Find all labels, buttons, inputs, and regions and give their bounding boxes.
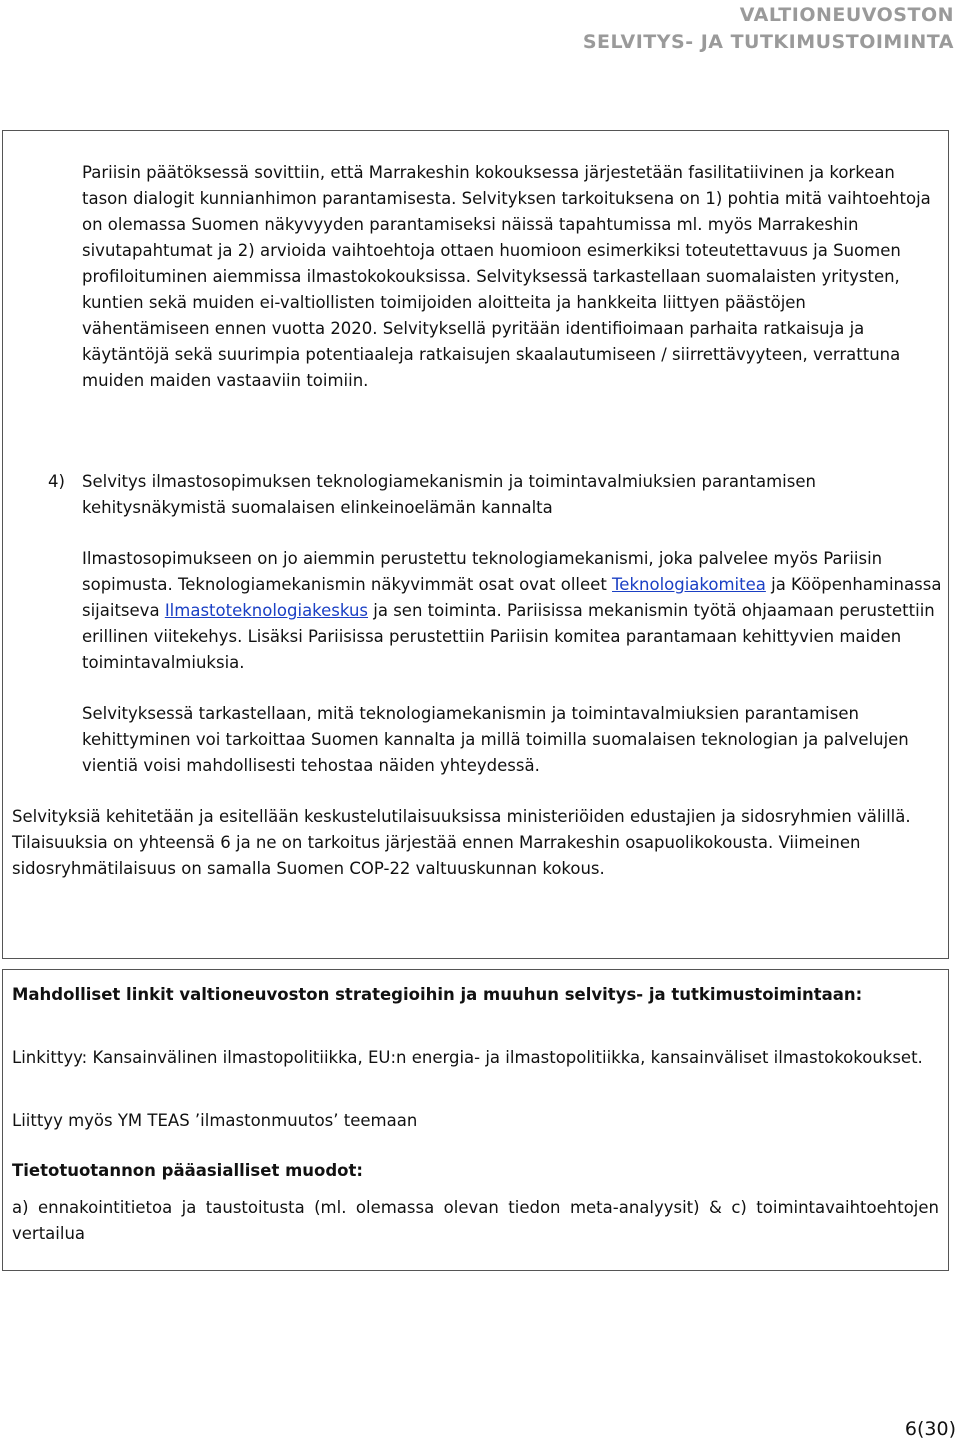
forms-text: a) ennakointitietoa ja taustoitusta (ml. olemassa olevan tiedon meta-analyysit) & c) toimintavaihtoehtojen vertailua	[12, 1198, 939, 1243]
item4-paragraph-2: Selvityksessä tarkastellaan, mitä teknologiamekanismin ja toimintavalmiuksien parantamisen kehittyminen voi tarkoittaa Suomen kannalta ja millä toimilla suomalaisen teknologian ja palvelujen vientiä voisi mahdollisesti tehostaa näiden yhteydessä.	[82, 704, 909, 775]
item4-para1-part-a: Ilmastosopimukseen on jo aiemmin perustettu teknologiamekanismi, joka palvelee myös Pariisin sopimusta. Teknologiamekanismin näkyvimmät osat ovat olleet	[82, 549, 883, 594]
item4-title: Selvitys ilmastosopimuksen teknologiamekanismin ja toimintavalmiuksien parantamisen kehitysnäkymistä suomalaisen elinkeinoelämän kannalta	[82, 472, 816, 517]
links-linked-text: Linkittyy: Kansainvälinen ilmastopolitiikka, EU:n energia- ja ilmastopolitiikka, kansainväliset ilmastokokoukset.	[12, 1048, 923, 1067]
item4-para1-part-c: ja sen toiminta. Pariisissa mekanismin työtä ohjaamaan perustettiin erillinen viitekehys. Lisäksi Pariisissa perustettiin Pariisin komitea parantamaan kehittyvien maiden toimintavalmiuksia.	[82, 601, 935, 672]
item4-para1-part-b: ja Kööpenhaminassa sijaitseva	[82, 575, 942, 620]
ilmastoteknologiakeskus-link[interactable]: Ilmastoteknologiakeskus	[164, 601, 369, 620]
links-heading: Mahdolliset linkit valtioneuvoston strategioihin ja muuhun selvitys- ja tutkimustoimintaan:	[12, 985, 863, 1004]
item4-number: 4)	[48, 472, 65, 491]
closing-paragraph: Selvityksiä kehitetään ja esitellään keskustelutilaisuuksissa ministeriöiden edustajien ja sidosryhmien välillä. Tilaisuuksia on yhteensä 6 ja ne on tarkoitus järjestää ennen Marrakeshin osapuolikokousta. Viimeinen sidosryhmätilaisuus on samalla Suomen COP-22 valtuuskunnan kokous.	[12, 807, 911, 878]
logo-line-2: SELVITYS- JA TUTKIMUSTOIMINTA	[582, 31, 954, 53]
logo-line-1: VALTIONEUVOSTON	[739, 4, 954, 26]
teknologiakomitea-link[interactable]: Teknologiakomitea	[612, 575, 766, 594]
links-also-text: Liittyy myös YM TEAS ’ilmastonmuutos’ teemaan	[12, 1111, 418, 1130]
forms-heading: Tietotuotannon pääasialliset muodot:	[12, 1161, 363, 1180]
page-number: 6(30)	[904, 1418, 956, 1440]
section1-paragraph: Pariisin päätöksessä sovittiin, että Marrakeshin kokouksessa järjestetään fasilitatiivinen ja korkean tason dialogit kunnianhimon parantamisesta. Selvityksen tarkoituksena on 1) pohtia mitä vaihtoehtoja on olemassa Suomen näkyvyyden parantamiseksi näissä tapahtumissa ml. myös Marrakeshin sivutapahtumat ja 2) arvioida vaihtoehtoja ottaen huomioon esimerkiksi toteutettavuus ja Suomen profiloituminen aiemmissa ilmastokokouksissa. Selvityksessä tarkastellaan suomalaisten yritysten, kuntien sekä muiden ei-valtiollisten toimijoiden aloitteita ja hankkeita liittyen päästöjen vähentämiseen ennen vuotta 2020. Selvityksellä pyritään identifioimaan parhaita ratkaisuja ja käytäntöjä sekä suurimpia potentiaaleja ratkaisujen skaalautumiseen / siirrettävyyteen, verrattuna muiden maiden vastaaviin toimiin.	[82, 163, 931, 390]
organization-logo	[583, 2, 954, 56]
item4-paragraph-1	[82, 546, 942, 676]
